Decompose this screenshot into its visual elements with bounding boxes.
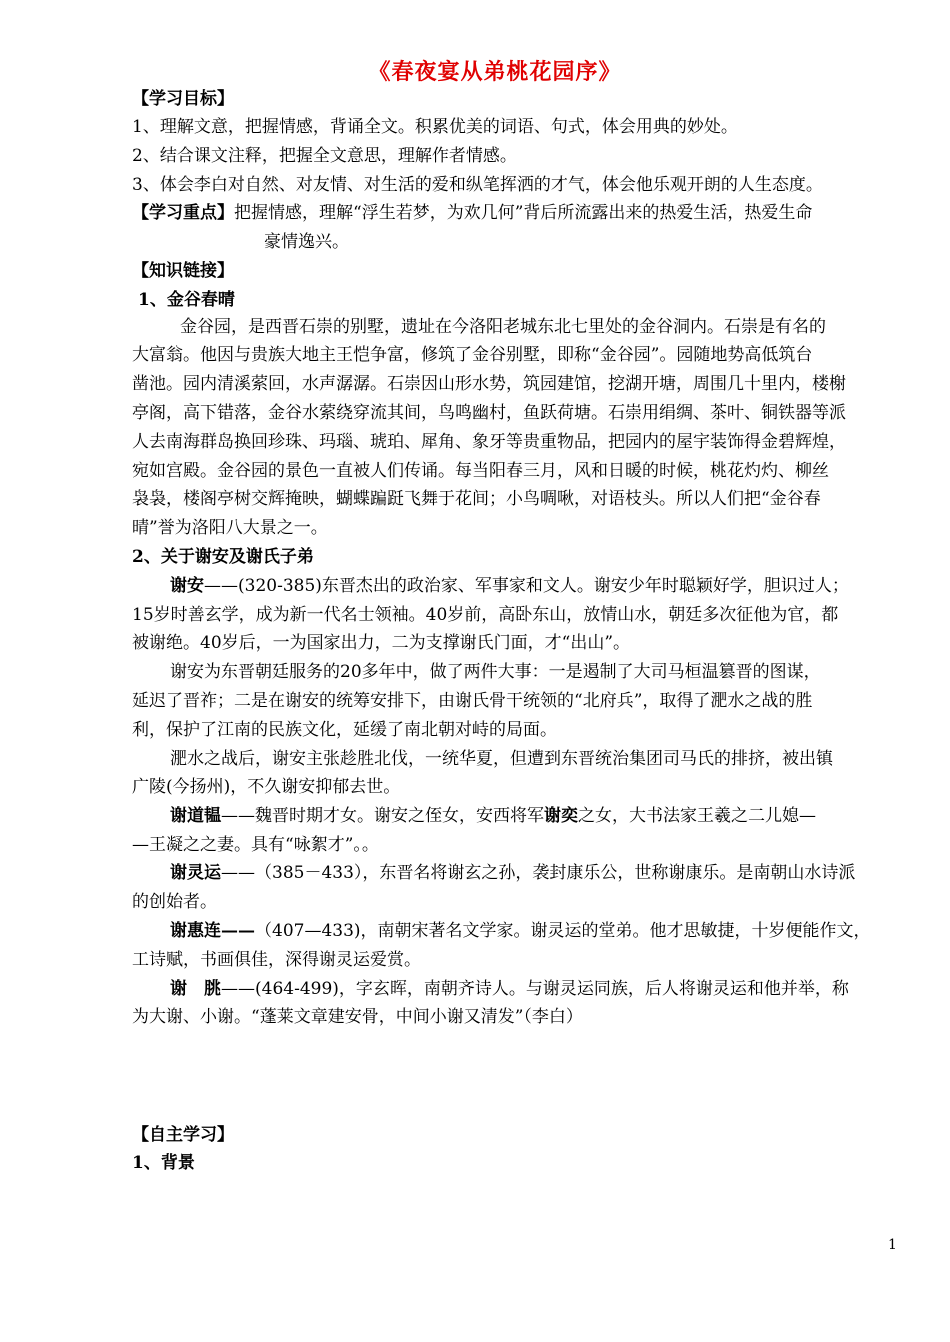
page-number: 1: [888, 1237, 897, 1253]
daoyun-text: 之女，大书法家王羲之二儿媳—: [578, 806, 816, 826]
section-heading-xie: 2、关于谢安及谢氏子弟: [132, 547, 314, 567]
para3-line: 广陵(今扬州)，不久谢安抑郁去世。: [132, 777, 401, 797]
focus-text: 把握情感，理解“浮生若梦，为欢几何”背后所流露出来的热爱生活，热爱生命: [234, 203, 813, 223]
para2-line: 延迟了晋祚；二是在谢安的统筹安排下，由谢氏骨干统领的“北府兵”，取得了淝水之战的胜: [132, 691, 813, 711]
focus-line: [132, 202, 912, 224]
objective-item: 2、结合课文注释，把握全文意思，理解作者情感。: [132, 146, 517, 166]
para2-line: 利，保护了江南的民族文化，延缓了南北朝对峙的局面。: [132, 720, 557, 740]
tiao-line: 为大谢、小谢。“蓬莱文章建安骨，中间小谢又清发”（李白）: [132, 1007, 583, 1027]
xiean-text: ——(320-385)东晋杰出的政治家、军事家和文人。谢安少年时聪颖好学，胆识过人；: [204, 576, 849, 596]
tiao-line: [170, 978, 950, 1000]
self-study-heading: 【自主学习】: [132, 1125, 234, 1145]
focus-text-continued: 豪情逸兴。: [264, 232, 349, 252]
daoyun-line: —王凝之之妻。具有“咏絮才”。。: [132, 835, 379, 855]
xiean-line: 15岁时善玄学，成为新一代名士领袖。40岁前，高卧东山，放情山水，朝廷多次征他为官，都: [132, 605, 839, 625]
objectives-heading: 【学习目标】: [132, 89, 234, 109]
lingyun-text: ——（385－433），东晋名将谢玄之孙，袭封康乐公，世称谢康乐。是南朝山水诗派: [221, 863, 856, 883]
huilian-line: [170, 920, 950, 942]
section-heading-jingu: 1、金谷春晴: [138, 290, 235, 310]
focus-heading: 【学习重点】: [132, 203, 234, 223]
person-name: 谢惠连——: [170, 921, 255, 941]
background-heading: 1、背景: [132, 1153, 195, 1173]
daoyun-text: ——魏晋时期才女。谢安之侄女，安西将军: [221, 806, 544, 826]
jingu-paragraph-line: 亭阁，高下错落，金谷水萦绕穿流其间，鸟鸣幽村，鱼跃荷塘。石崇用绢绸、茶叶、铜铁器等派: [132, 403, 846, 423]
huilian-text: （407—433)，南朝宋著名文学家。谢灵运的堂弟。他才思敏捷，十岁便能作文，: [255, 921, 871, 941]
jingu-paragraph-line: 袅袅，楼阁亭树交辉掩映，蝴蝶蹁跹飞舞于花间；小鸟啁啾，对语枝头。所以人们把“金谷春: [132, 489, 821, 509]
person-name: 谢安: [170, 576, 204, 596]
document-title: 《春夜宴从弟桃花园序》: [368, 59, 622, 85]
tiao-text: ——(464-499)，字玄晖，南朝齐诗人。与谢灵运同族，后人将谢灵运和他并举，称: [221, 979, 849, 999]
daoyun-line: [170, 805, 950, 827]
knowledge-heading: 【知识链接】: [132, 261, 234, 281]
jingu-paragraph-line: 凿池。园内清溪萦回，水声潺潺。石崇因山形水势，筑园建馆，挖湖开塘，周围几十里内，楼榭: [132, 374, 846, 394]
jingu-paragraph-line: 金谷园，是西晋石崇的别墅，遗址在今洛阳老城东北七里处的金谷洞内。石崇是有名的: [180, 317, 826, 337]
person-name: 谢奕: [544, 806, 578, 826]
para2-line: 谢安为东晋朝廷服务的20多年中，做了两件大事：一是遏制了大司马桓温篡晋的图谋，: [170, 662, 821, 682]
jingu-paragraph-line: 大富翁。他因与贵族大地主王恺争富，修筑了金谷别墅，即称“金谷园”。园随地势高低筑台: [132, 345, 813, 365]
objective-item: 1、理解文意，把握情感，背诵全文。积累优美的词语、句式，体会用典的妙处。: [132, 117, 738, 137]
jingu-paragraph-line: 晴”誉为洛阳八大景之一。: [132, 518, 328, 538]
person-name: 谢灵运: [170, 863, 221, 883]
objective-item: 3、体会李白对自然、对友情、对生活的爱和纵笔挥洒的才气，体会他乐观开朗的人生态度。: [132, 175, 823, 195]
jingu-paragraph-line: 宛如宫殿。金谷园的景色一直被人们传诵。每当阳春三月，风和日暖的时候，桃花灼灼、柳丝: [132, 461, 829, 481]
lingyun-line: 的创始者。: [132, 892, 217, 912]
xiean-line: [170, 575, 950, 597]
jingu-paragraph-line: 人去南海群岛换回珍珠、玛瑙、琥珀、犀角、象牙等贵重物品，把园内的屋宇装饰得金碧辉煌，: [132, 432, 846, 452]
huilian-line: 工诗赋，书画俱佳，深得谢灵运爱赏。: [132, 950, 421, 970]
person-name: 谢 朓: [170, 979, 221, 999]
lingyun-line: [170, 862, 950, 884]
xiean-line: 被谢绝。40岁后，一为国家出力，二为支撑谢氏门面，才“出山”。: [132, 633, 631, 653]
person-name: 谢道韫: [170, 806, 221, 826]
para3-line: 淝水之战后，谢安主张趁胜北伐，一统华夏，但遭到东晋统治集团司马氏的排挤，被出镇: [170, 749, 833, 769]
